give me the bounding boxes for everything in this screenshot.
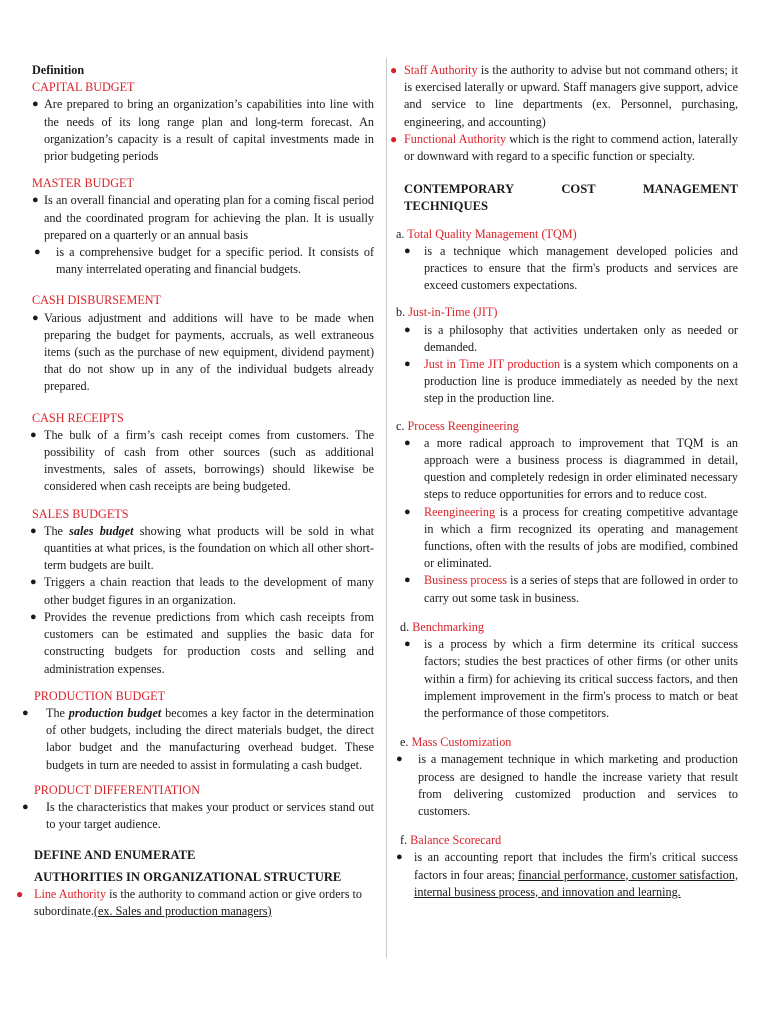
list-item: ● Provides the revenue predictions from which cash receipts from customers can be estimated and supplies the basic data for constructing budgets for production costs and selling and administration expenses.: [30, 609, 374, 676]
bullet-icon: ●: [390, 131, 398, 146]
tqm-heading: a. Total Quality Management (TQM): [396, 226, 577, 241]
master-budget-title: MASTER BUDGET: [32, 176, 134, 191]
balance-scorecard-heading: f. Balance Scorecard: [400, 833, 502, 848]
bullet-icon: ●: [404, 574, 411, 587]
bullet-icon: ●: [30, 610, 37, 623]
techniques-heading: TECHNIQUES: [404, 199, 488, 214]
list-item: ● Functional Authority which is the right to commend action, laterally or downward with regard to a specific function or specialty.: [390, 131, 738, 164]
bullet-icon: ●: [22, 706, 29, 719]
list-item: ● Is the characteristics that makes your product or services stand out to your target audience.: [22, 799, 374, 832]
bullet-icon: ●: [396, 753, 403, 766]
list-item: ● Staff Authority is the authority to advise but not command others; it is exercised laterally or upward. Staff managers give support, advice and service to line departments (ex. Personnel, purchasing, engineering, and accounting): [390, 63, 738, 129]
bullet-icon: ●: [22, 800, 29, 813]
right-column: [390, 62, 739, 901]
cash-disbursement-title: CASH DISBURSEMENT: [32, 293, 162, 308]
left-column: [16, 62, 374, 920]
column-divider: [386, 58, 387, 958]
cash-receipts-title: CASH RECEIPTS: [32, 410, 124, 425]
bullet-icon: ●: [16, 886, 24, 901]
bullet-icon: ●: [32, 311, 39, 324]
definition-heading: Definition: [32, 63, 85, 77]
mass-customization-heading: e. Mass Customization: [400, 735, 512, 750]
bullet-icon: ●: [404, 638, 411, 651]
contemporary-heading: CONTEMPORARY COST MANAGEMENT: [404, 182, 738, 197]
list-item: ● Reengineering is a process for creating competitive advantage in which a firm recognized its operating and management functions, often with the results of jobs are modified, combined or eliminated.: [404, 504, 738, 571]
list-item: ● is a philosophy that activities undertaken only as needed or demanded.: [404, 322, 738, 354]
list-item: ● Just in Time JIT production is a system which components on a production line is produce immediately as needed by the next step in the production line.: [404, 357, 738, 406]
bullet-icon: ●: [34, 246, 41, 259]
capital-budget-title: CAPITAL BUDGET: [32, 80, 135, 95]
list-item: ● Various adjustment and additions will have to be made when preparing the budget for payments, accruals, as well extraneous items (such as the purchase of new equipment, dividend payment) that do not show up in any of the individual budgets already prepared.: [32, 310, 374, 394]
bullet-icon: ●: [404, 358, 411, 371]
list-item: ● a more radical approach to improvement that TQM is an approach were a business process is diagrammed in detail, question and completely redesign in order eliminated necessary steps to reduce opportunities for errors and to reduce cost.: [404, 435, 738, 502]
bullet-icon: ●: [404, 323, 411, 336]
bullet-icon: ●: [390, 63, 398, 77]
authorities-heading: AUTHORITIES IN ORGANIZATIONAL STRUCTURE: [34, 869, 342, 884]
bullet-icon: ●: [404, 505, 411, 518]
list-item: ● The bulk of a firm’s cash receipt comes from customers. The possibility of cash from other sources (such as additional investments, sales of assets, borrowings) should likewise be considered when cash receipts are being budgeted.: [30, 427, 374, 494]
list-item: ● is a comprehensive budget for a specific period. It consists of many interrelated operating and financial budgets.: [34, 245, 374, 277]
bullet-icon: ●: [32, 98, 39, 111]
bullet-icon: ●: [30, 576, 37, 589]
list-item: ● Triggers a chain reaction that leads to the development of many other budget figures in an organization.: [30, 575, 374, 607]
define-enumerate-heading: DEFINE AND ENUMERATE: [34, 848, 196, 863]
product-differentiation-title: PRODUCT DIFFERENTIATION: [34, 782, 201, 797]
bullet-icon: ●: [404, 244, 411, 257]
list-item: ● Is an overall financial and operating plan for a coming fiscal period and the coordinated program for achieving the plan. It is usually prepared on a quarterly or an annual basis: [32, 193, 374, 242]
list-item: ● Line Authority is the authority to command action or give orders to subordinate.(ex. Sales and production managers): [16, 886, 362, 918]
bullet-icon: ●: [396, 851, 403, 864]
bullet-icon: ●: [404, 436, 411, 449]
benchmarking-heading: d. Benchmarking: [400, 619, 484, 634]
list-item: ● Are prepared to bring an organization’s capabilities into line with the needs of its long range plan and long-term forecast. An organization’s capacity is a result of capital investments made in prior budgeting periods: [32, 97, 374, 164]
list-item: ● Business process is a series of steps that are followed in order to carry out some task in business.: [404, 573, 738, 605]
bullet-icon: ●: [32, 194, 39, 207]
jit-heading: b. Just-in-Time (JIT): [396, 305, 498, 320]
list-item: ● is a management technique in which marketing and production process are designed to handle the increase variety that result from delivering customized production and services to customers.: [396, 752, 738, 818]
bullet-icon: ●: [30, 428, 37, 441]
list-item: ● is a technique which management developed policies and practices to ensure that the firm's products and services are exceed customers expectations.: [404, 243, 738, 293]
list-item: ● is a process by which a firm determine its critical success factors; studies the best practices of other firms (or other units within a firm) for achieving its critical success factors, and then implement improvement in the firm's process to match or beat the performance of those competitors.: [404, 637, 738, 720]
list-item: ● is an accounting report that includes the firm's critical success factors in four areas; financial performance, customer satisfaction, internal business process, and innovation and learning.: [396, 850, 739, 899]
bullet-icon: ●: [30, 524, 37, 537]
sales-budgets-title: SALES BUDGETS: [32, 506, 129, 521]
process-reengineering-heading: c. Process Reengineering: [396, 418, 519, 433]
list-item: ● The sales budget showing what products will be sold in what quantities at what prices, is the foundation on which all other short-term budgets are built.: [30, 523, 374, 573]
production-budget-title: PRODUCTION BUDGET: [34, 688, 166, 703]
list-item: ● The production budget becomes a key factor in the determination of other budgets, including the direct materials budget, the direct labor budget and the manufacturing overhead budget. These budgets in turn are needed to assist in formulating a cash budget.: [22, 705, 374, 772]
